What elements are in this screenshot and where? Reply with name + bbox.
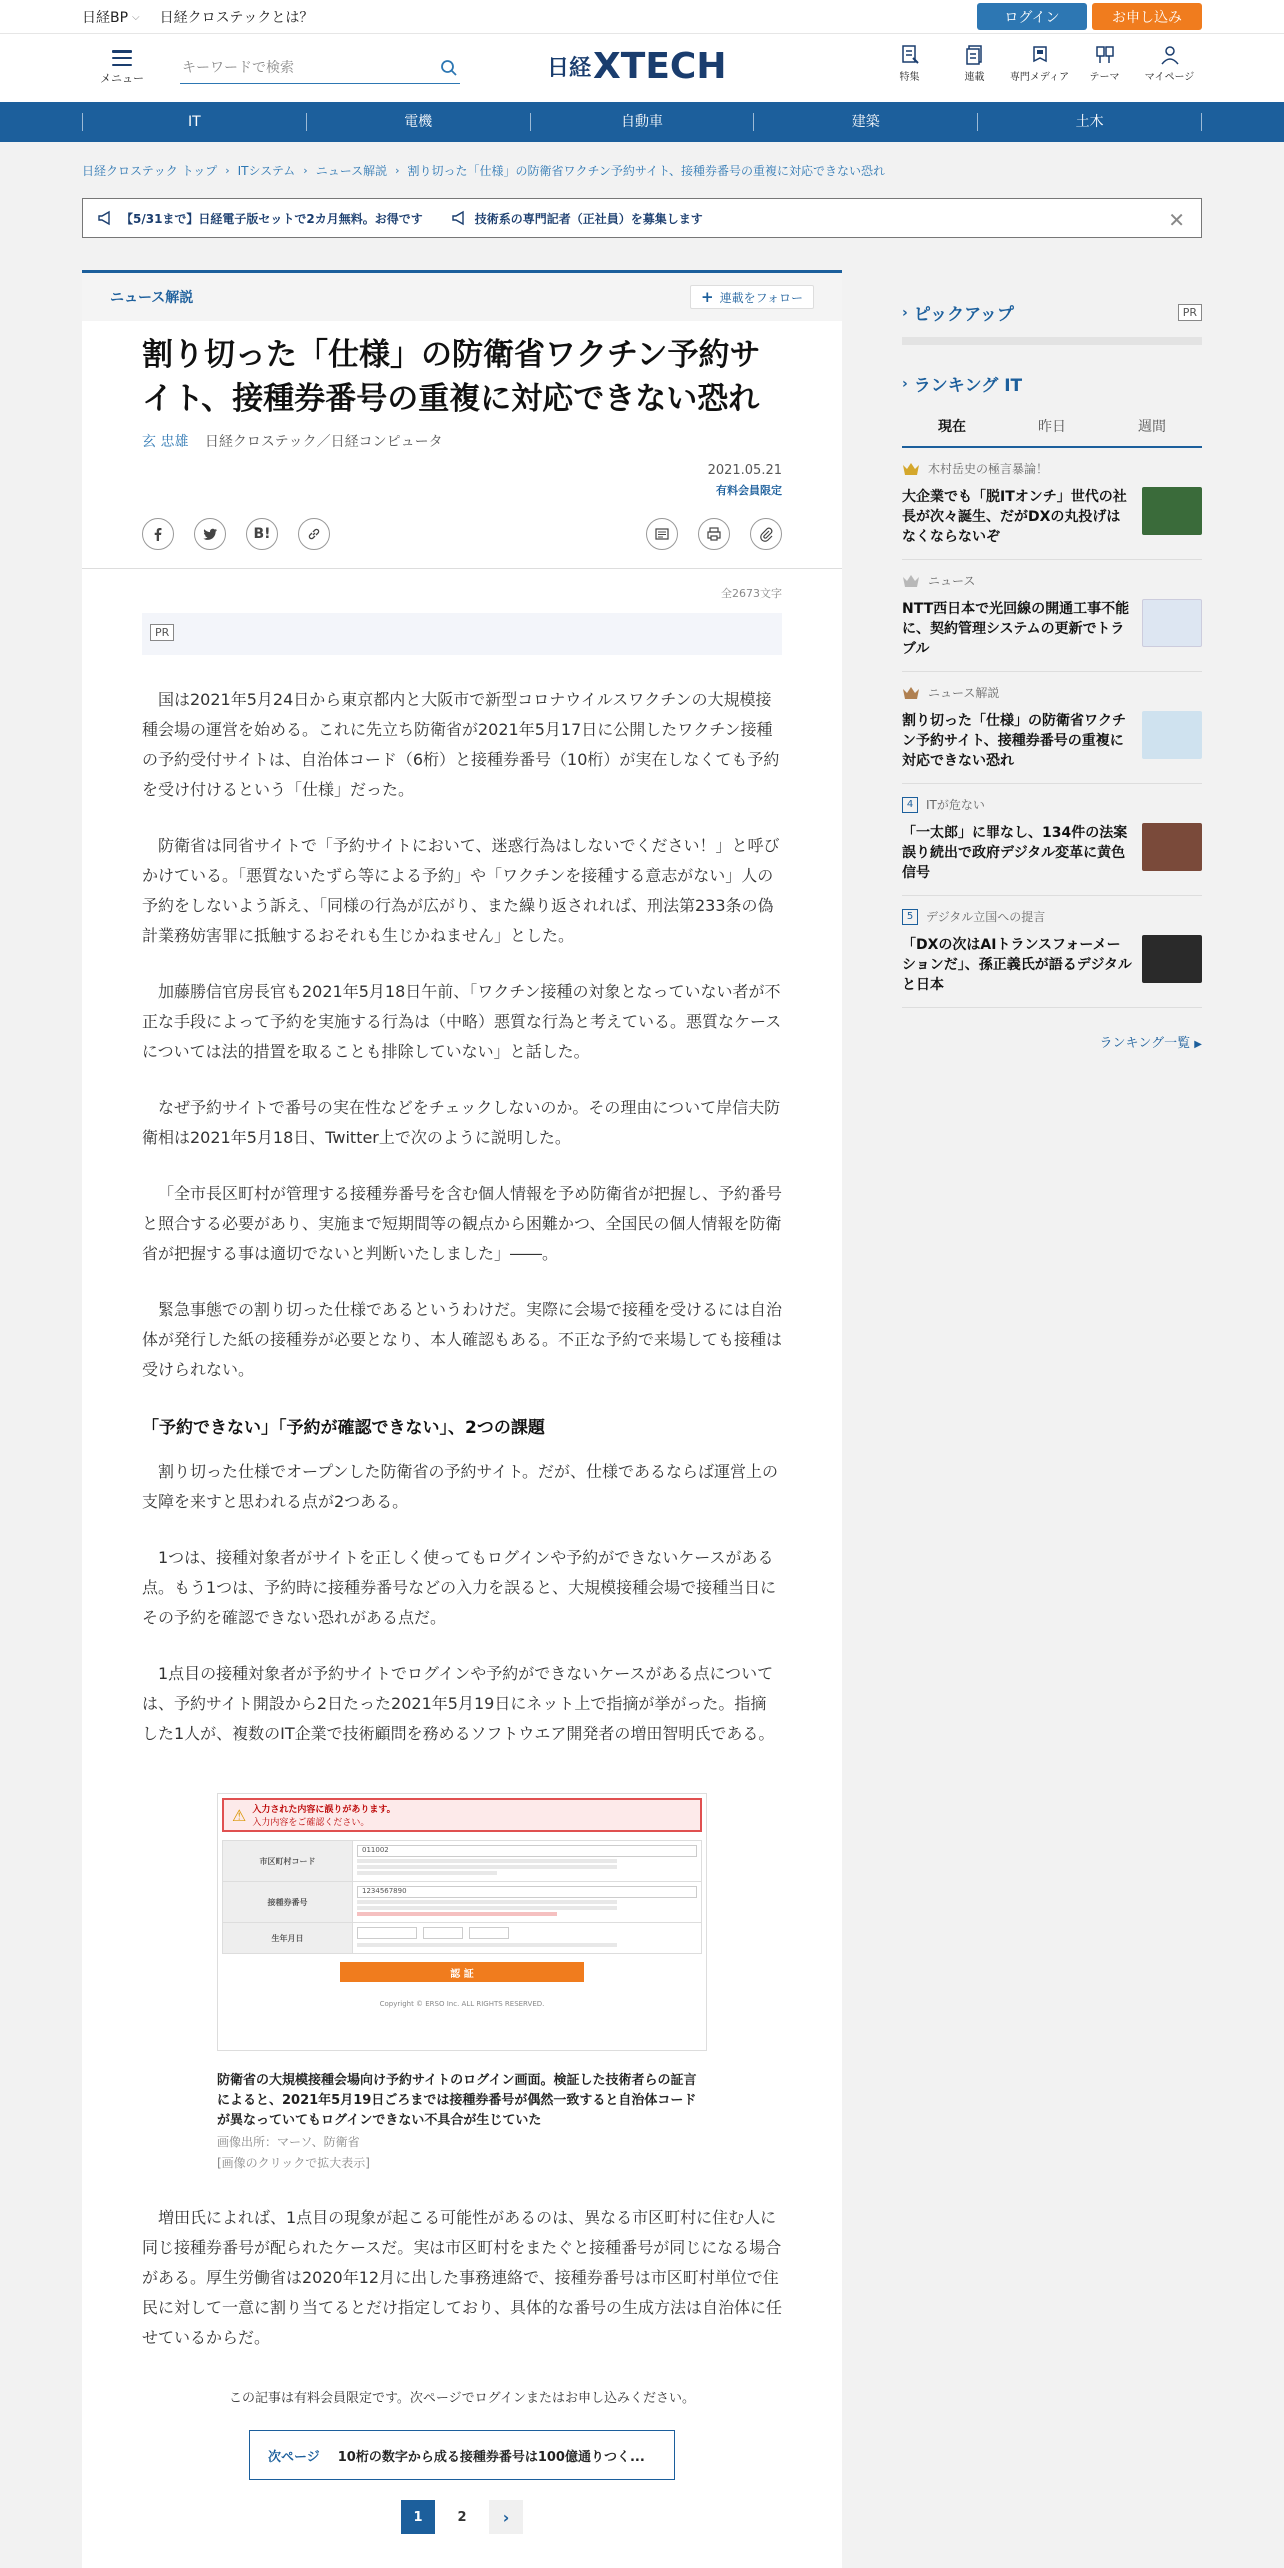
notice-bar <box>82 198 1202 238</box>
ranking-thumbnail <box>1142 935 1202 983</box>
ranking-thumbnail <box>1142 487 1202 535</box>
chevron-down-icon: ⌵ <box>132 11 140 23</box>
error-subtext: 入力内容をご確認ください。 <box>252 1818 370 1828</box>
mypage-link[interactable] <box>1137 44 1202 83</box>
ranking-item[interactable] <box>902 672 1202 784</box>
search-icon[interactable] <box>440 59 458 77</box>
series-link[interactable] <box>942 44 1007 83</box>
follow-series-button[interactable] <box>690 285 814 309</box>
ranking-item[interactable] <box>902 896 1202 1008</box>
figure-caption: 防衛省の大規模接種会場向け予約サイトのログイン画面。検証した技術者らの証言によると、2021年5月19日ごろまでは接種券番号が偶然一致すると自治体コードが異なっていてもログインできない不具合が生じていた <box>217 2073 697 2128</box>
error-banner <box>222 1798 702 1832</box>
paperclip-icon <box>758 526 774 542</box>
nav-item-architecture[interactable]: 建築 <box>754 113 978 131</box>
ranking-list <box>902 448 1202 1008</box>
ranking-item[interactable] <box>902 560 1202 672</box>
print-icon <box>706 526 722 542</box>
error-text: 入力された内容に誤りがあります。 <box>252 1805 396 1815</box>
ranking-tag: 木村岳史の極言暴論！ <box>928 462 1049 476</box>
notice-recruit-text: 技術系の専門記者（正社員）を募集します <box>474 211 703 226</box>
pickup-header <box>902 300 1202 325</box>
rank-number: 5 <box>902 909 918 925</box>
menu-label: メニュー <box>100 72 144 85</box>
ranking-item[interactable] <box>902 784 1202 896</box>
form-field: 011002 <box>357 1845 697 1857</box>
byline <box>142 431 782 451</box>
ranking-tag: ITが危ない <box>926 798 985 812</box>
breadcrumb-it-system[interactable]: ITシステム <box>237 163 296 178</box>
login-screen-image[interactable] <box>217 1793 707 2051</box>
feature-icon <box>899 44 921 66</box>
feature-link[interactable] <box>877 44 942 83</box>
tab-weekly[interactable]: 週間 <box>1138 419 1166 435</box>
hamburger-icon <box>112 50 132 66</box>
form-label: 接種券番号 <box>223 1882 353 1923</box>
ranking-tag: デジタル立国への提言 <box>926 910 1046 924</box>
char-count: 全2673文字 <box>721 587 782 600</box>
mypage-label: マイページ <box>1144 72 1195 83</box>
date-box <box>142 463 782 498</box>
media-link[interactable] <box>1007 44 1072 83</box>
facebook-icon <box>150 526 166 542</box>
ranking-header <box>902 371 1202 396</box>
series-label: 連載 <box>964 72 985 83</box>
breadcrumb-top[interactable]: 日経クロステック トップ <box>82 163 218 178</box>
page-1[interactable]: 1 <box>401 2500 435 2534</box>
breadcrumb <box>82 142 1202 198</box>
ranking-title: 割り切った「仕様」の防衛省ワクチン予約サイト、接種券番号の重複に対応できない恐れ <box>902 713 1126 769</box>
share-divider <box>82 568 842 569</box>
next-page-label: 次ページ <box>268 2449 320 2465</box>
share-bar <box>142 518 782 568</box>
megaphone-icon <box>97 210 113 226</box>
silver-crown-icon <box>902 574 920 588</box>
paragraph: 国は2021年5月24日から東京都内と大阪市で新型コロナウイルスワクチンの大規模接種会場の運営を始める。これに先立ち防衛省が2021年5月17日に公開したワクチン接種の予約受付サイトは、自治体コード（6桁）と接種券番号（10桁）が実在しなくても予約を受け付けるという「仕様」だった。 <box>142 690 780 799</box>
next-page-button[interactable] <box>249 2430 675 2480</box>
figure-source: 画像出所：マーソ、防衛省 <box>217 2135 360 2149</box>
rank-number: 4 <box>902 797 918 813</box>
tab-now[interactable]: 現在 <box>938 419 966 435</box>
twitter-icon <box>202 526 218 542</box>
ranking-thumbnail <box>1142 823 1202 871</box>
pickup-title: ピックアップ <box>913 305 1014 325</box>
about-link[interactable]: 日経クロステックとは？ <box>159 10 314 26</box>
theme-label: テーマ <box>1089 72 1120 83</box>
article-header-bar <box>82 273 842 321</box>
publish-date: 2021.05.21 <box>707 463 782 478</box>
pagination <box>142 2500 782 2534</box>
paywall-note: この記事は有料会員限定です。次ページでログインまたはお申し込みください。 <box>228 2391 696 2406</box>
breadcrumb-news[interactable]: ニュース解説 <box>315 163 388 178</box>
paragraph: 加藤勝信官房長官も2021年5月18日午前、「ワクチン接種の対象となっていない者が不正な手段によって予約を実施する行為は（中略）悪質な行為と考えている。悪質なケースについては法的措置を取ることも排除していない」と話した。 <box>142 982 782 1061</box>
nav-item-electronics[interactable]: 電機 <box>307 113 531 131</box>
memo-icon <box>654 526 670 542</box>
ranking-tabs <box>902 408 1202 448</box>
ranking-title: NTT西日本で光回線の開通工事不能に、契約管理システムの更新でトラブル <box>902 601 1130 657</box>
paragraph: 割り切った仕様でオープンした防衛省の予約サイト。だが、仕様であるならば運営上の支障を来すと思われる点が2つある。 <box>142 1462 779 1511</box>
chevron-right-icon: › <box>902 375 908 392</box>
chevron-right-icon: › <box>902 304 908 321</box>
series-icon <box>964 44 986 66</box>
ranking-tag: ニュース <box>928 574 976 588</box>
page-2[interactable]: 2 <box>445 2500 479 2534</box>
search-box <box>180 52 460 84</box>
ranking-thumbnail <box>1142 599 1202 647</box>
paragraph: 「全市長区町村が管理する接種券番号を含む個人情報を予め防衛省が把握し、予約番号と照合する必要があり、実施まで短期間等の観点から困難かつ、全国民の個人情報を防衛省が把握する事は適切でないと判断いたしました」――。 <box>142 1184 783 1263</box>
warning-icon: ⚠ <box>232 1805 247 1825</box>
breadcrumb-current: 割り切った「仕様」の防衛省ワクチン予約サイト、接種券番号の重複に対応できない恐れ <box>407 163 885 178</box>
search-input[interactable] <box>182 60 412 76</box>
article-text <box>142 685 782 1749</box>
login-form-table <box>222 1840 702 1954</box>
ranking-title: ランキング IT <box>913 376 1023 396</box>
paragraph: 緊急事態での割り切った仕様であるというわけだ。実際に会場で接種を受けるには自治体が発行した紙の接種券が必要となり、本人確認もある。不正な予約で来場しても接種は受けられない。 <box>142 1300 783 1379</box>
print-button[interactable] <box>698 518 730 550</box>
nav-item-it[interactable]: IT <box>82 113 307 131</box>
header-icon-group <box>877 44 1202 83</box>
ranking-more-label: ランキング一覧 <box>1099 1036 1191 1051</box>
chevron-right-icon: › <box>225 163 230 177</box>
tab-yesterday[interactable]: 昨日 <box>1038 419 1066 435</box>
article-figure[interactable] <box>217 1793 707 2171</box>
site-header <box>0 34 1284 102</box>
chevron-right-icon: › <box>303 163 308 177</box>
pr-tag: PR <box>1178 304 1202 321</box>
sidebar <box>902 270 1202 2568</box>
ranking-more-link[interactable] <box>902 1032 1202 1051</box>
subheading: 「予約できない」「予約が確認できない」、2つの課題 <box>142 1418 545 1438</box>
form-label: 市区町村コード <box>223 1841 353 1882</box>
facebook-share-button[interactable] <box>142 518 174 550</box>
next-page-title: 10桁の数字から成る接種券番号は100億通りつく... <box>337 2449 645 2465</box>
chevron-right-icon: › <box>395 163 400 177</box>
ranking-item[interactable] <box>902 448 1202 560</box>
notice-link-recruit[interactable] <box>451 210 703 227</box>
feature-label: 特集 <box>899 72 920 83</box>
notice-campaign-text: 【5/31まで】日経電子版セットで2カ月無料。お得です <box>121 211 423 226</box>
top-utility-bar <box>0 0 1284 34</box>
memo-button[interactable] <box>646 518 678 550</box>
twitter-share-button[interactable] <box>194 518 226 550</box>
clip-button[interactable] <box>750 518 782 550</box>
hatena-bookmark-button[interactable] <box>246 518 278 550</box>
plus-icon: + <box>701 288 714 306</box>
media-label: 専門メディア <box>1009 72 1070 83</box>
category-nav <box>0 102 1284 142</box>
notice-link-campaign[interactable] <box>97 210 423 227</box>
publication: 日経クロステック／日経コンピュータ <box>204 434 443 450</box>
next-page-arrow-icon[interactable]: › <box>489 2500 523 2534</box>
pickup-placeholder <box>902 337 1202 345</box>
ranking-title: 大企業でも「脱ITオンチ」世代の社長が次々誕生、だがDXの丸投げはなくならないぞ <box>902 489 1127 545</box>
link-icon <box>306 526 322 542</box>
article-title: 割り切った「仕様」の防衛省ワクチン予約サイト、接種券番号の重複に対応できない恐れ <box>142 337 761 417</box>
theme-link[interactable] <box>1072 44 1137 83</box>
logo-main: XTECH <box>593 46 727 87</box>
paragraph: なぜ予約サイトで番号の実在性などをチェックしないのか。その理由について岸信夫防衛相は2021年5月18日、Twitter上で次のように説明した。 <box>142 1098 781 1147</box>
bronze-crown-icon <box>902 686 920 700</box>
nikkeibp-label: 日経BP <box>82 10 129 26</box>
copy-link-button[interactable] <box>298 518 330 550</box>
article-category[interactable]: ニュース解説 <box>110 290 194 306</box>
ranking-title: 「一太郎」に罪なし、134件の法案誤り続出で政府デジタル変革に黄色信号 <box>902 825 1128 881</box>
image-copyright: Copyright © ERSO Inc. ALL RIGHTS RESERVED. <box>379 2000 545 2008</box>
logo-prefix: 日経 <box>547 56 592 81</box>
verify-button-image: 認 証 <box>340 1962 584 1982</box>
nav-item-civil[interactable]: 土木 <box>978 113 1202 131</box>
follow-label: 連載をフォロー <box>719 290 803 305</box>
paragraph: 1つは、接種対象者がサイトを正しく使ってもログインや予約ができないケースがある点。もう1つは、予約時に接種券番号などの入力を誤ると、大規模接種会場で接種当日にその予約を確認できない恐れがある点だ。 <box>142 1548 777 1627</box>
megaphone-icon <box>451 210 467 226</box>
login-button[interactable]: ログイン <box>977 3 1087 30</box>
theme-icon <box>1094 44 1116 66</box>
ranking-tag: ニュース解説 <box>928 686 1000 700</box>
paragraph: 増田氏によれば、1点目の現象が起こる可能性があるのは、異なる市区町村に住む人に同じ接種券番号が配られたケースだ。実は市区町村をまたぐと接種番号が同じになる場合がある。厚生労働省は2020年12月に出した事務連絡で、接種券番号は市区町村単位で住民に対して一意に割り当てるとだけ指定しており、具体的な番号の生成方法は自治体に任せているからだ。 <box>142 2208 783 2347</box>
signup-button[interactable]: お申し込み <box>1092 3 1202 30</box>
form-field: 1234567890 <box>357 1886 697 1898</box>
paragraph: 防衛省は同省サイトで「予約サイトにおいて、迷惑行為はしないでください！」と呼びかけている。「悪質ないたずら等による予約」や「ワクチンを接種する意志がない」人の予約をしないよう訴え、「同様の行為が広がり、また繰り返されれば、刑法第233条の偽計業務妨害罪に抵触するおそれも生じかねません」とした。 <box>142 836 780 945</box>
form-label: 生年月日 <box>223 1923 353 1954</box>
close-icon[interactable]: ✕ <box>1168 208 1185 232</box>
user-icon <box>1159 44 1181 66</box>
ranking-title: 「DXの次はAIトランスフォーメーションだ」、孫正義氏が語るデジタルと日本 <box>902 937 1132 993</box>
gold-crown-icon <box>902 462 920 476</box>
nikkeibp-link[interactable] <box>82 7 140 27</box>
paragraph: 1点目の接種対象者が予約サイトでログインや予約ができないケースがある点については、予約サイト開設から2日たった2021年5月19日にネット上で指摘が挙がった。指摘した1人が、複数のIT企業で技術顧問を務めるソフトウエア開発者の増田智明氏である。 <box>142 1664 775 1743</box>
ranking-thumbnail <box>1142 711 1202 759</box>
author-link[interactable]: 玄 忠雄 <box>142 434 189 450</box>
pr-ad-box <box>142 613 782 655</box>
member-badge: 有料会員限定 <box>716 484 782 497</box>
figure-zoom-link[interactable]: [画像のクリックで拡大表示] <box>217 2156 370 2170</box>
hatena-icon: B! <box>253 526 271 542</box>
article <box>82 270 842 2568</box>
caret-right-icon: ▶ <box>1194 1039 1202 1050</box>
media-icon <box>1029 44 1051 66</box>
nav-item-automotive[interactable]: 自動車 <box>531 113 755 131</box>
site-logo[interactable] <box>547 46 726 87</box>
menu-button[interactable] <box>92 50 152 86</box>
pr-tag: PR <box>150 624 174 641</box>
